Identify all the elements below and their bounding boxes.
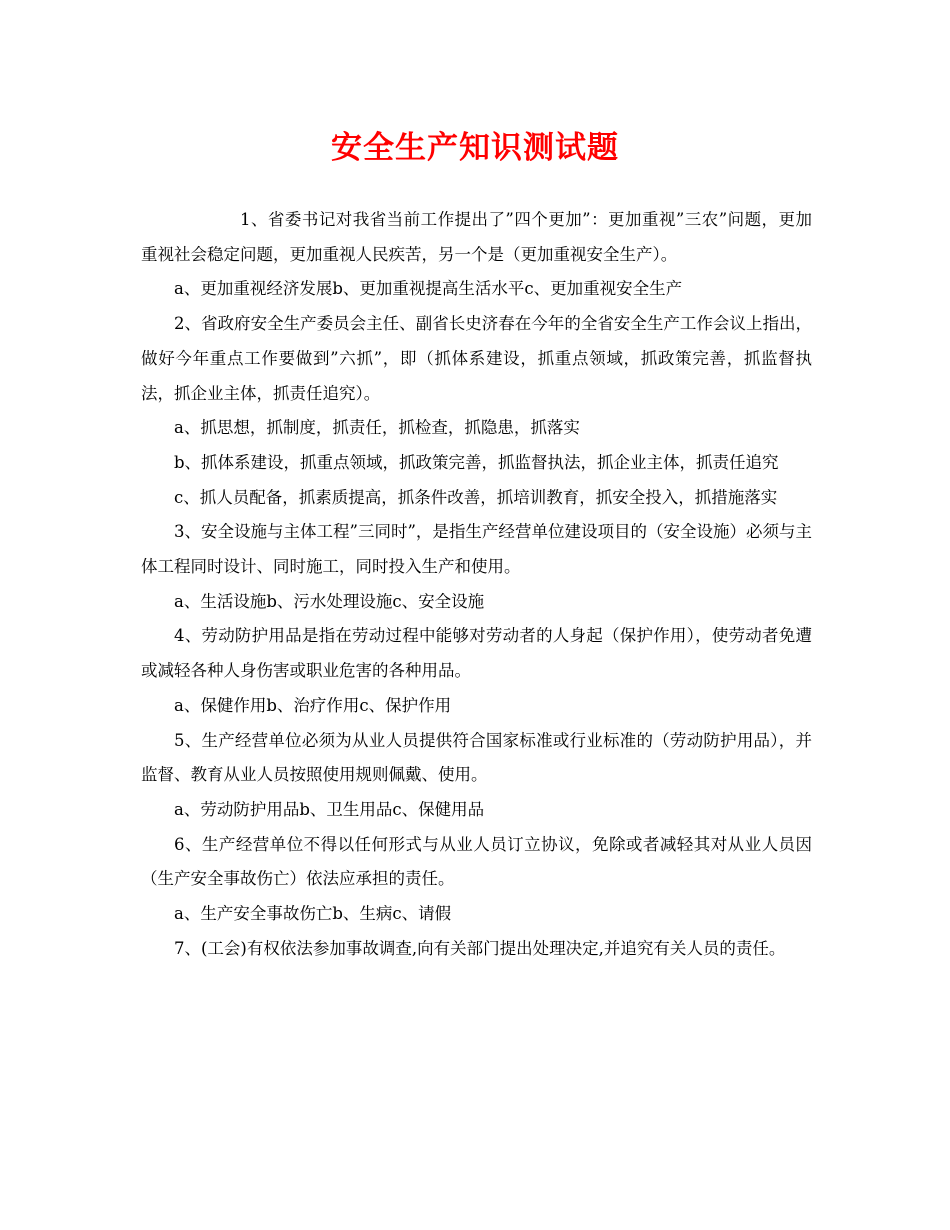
question-4-options: a、保健作用b、治疗作用c、保护作用 xyxy=(174,695,452,715)
question-1: 1、省委书记对我省当前工作提出了”四个更加”：更加重视”三农”问题，更加重视社会稳定问题，更加重视人民疾苦，另一个是（更加重视安全生产）。 xyxy=(141,210,812,264)
question-2-option-b: b、抓体系建设，抓重点领域，抓政策完善，抓监督执法，抓企业主体，抓责任追究 xyxy=(174,452,779,472)
question-7: 7、(工会)有权依法参加事故调查,向有关部门提出处理决定,并追究有关人员的责任。 xyxy=(174,938,786,958)
question-2: 2、省政府安全生产委员会主任、副省长史济春在今年的全省安全生产工作会议上指出，做好今年重点工作要做到”六抓”，即（抓体系建设，抓重点领域，抓政策完善，抓监督执法，抓企业主体，抓责任追究）。 xyxy=(141,314,812,403)
question-5-options: a、劳动防护用品b、卫生用品c、保健用品 xyxy=(174,799,485,819)
question-1-options: a、更加重视经济发展b、更加重视提高生活水平c、更加重视安全生产 xyxy=(174,279,683,299)
document-body xyxy=(141,203,812,966)
question-6-options: a、生产安全事故伤亡b、生病c、请假 xyxy=(174,904,452,924)
question-2-option-a: a、抓思想，抓制度，抓责任，抓检查，抓隐患，抓落实 xyxy=(174,418,580,438)
question-3: 3、安全设施与主体工程”三同时”，是指生产经营单位建设项目的（安全设施）必须与主体工程同时设计、同时施工，同时投入生产和使用。 xyxy=(141,522,812,577)
question-6: 6、生产经营单位不得以任何形式与从业人员订立协议，免除或者减轻其对从业人员因（生产安全事故伤亡）依法应承担的责任。 xyxy=(141,834,812,889)
document-title: 安全生产知识测试题 xyxy=(331,130,619,166)
question-3-options: a、生活设施b、污水处理设施c、安全设施 xyxy=(174,591,485,611)
question-5: 5、生产经营单位必须为从业人员提供符合国家标准或行业标准的（劳动防护用品），并监督、教育从业人员按照使用规则佩戴、使用。 xyxy=(141,730,812,785)
question-2-option-c: c、抓人员配备，抓素质提高，抓条件改善，抓培训教育，抓安全投入，抓措施落实 xyxy=(174,487,778,507)
question-4: 4、劳动防护用品是指在劳动过程中能够对劳动者的人身起（保护作用），使劳动者免遭或减轻各种人身伤害或职业危害的各种用品。 xyxy=(141,626,812,681)
